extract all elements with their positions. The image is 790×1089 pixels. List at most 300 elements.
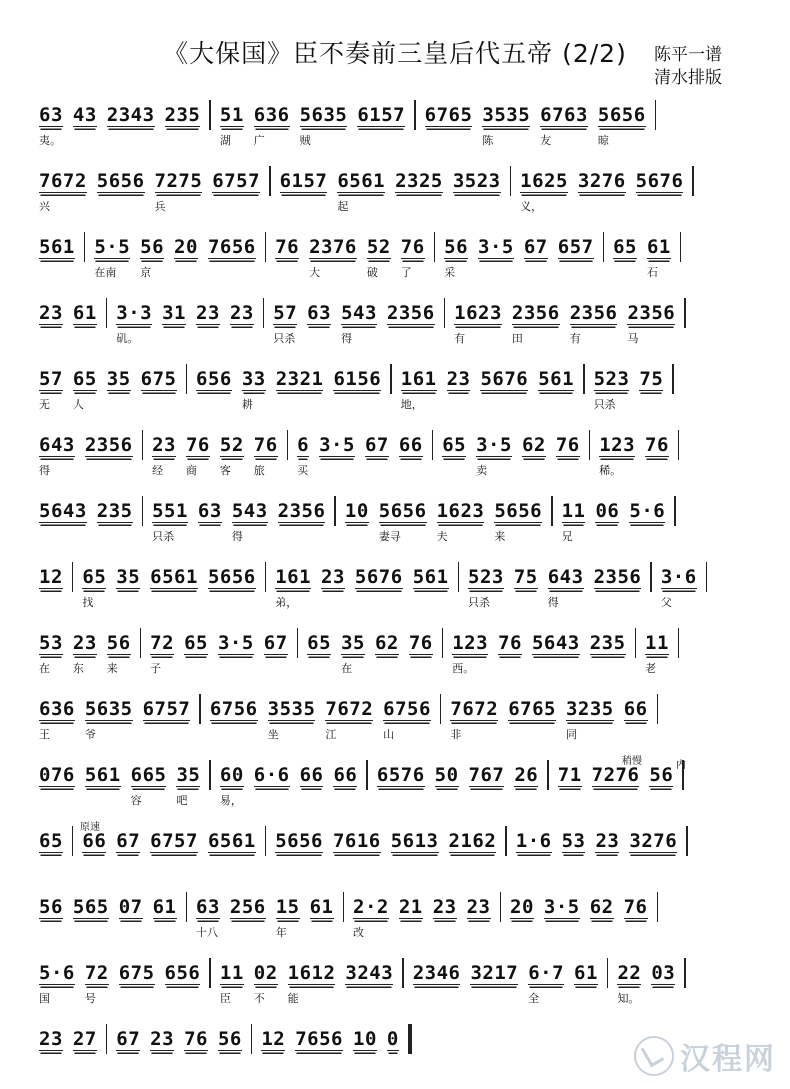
note-group	[39, 228, 75, 259]
note-group	[276, 360, 324, 391]
barline	[263, 298, 265, 328]
note-digits: 65	[307, 632, 332, 654]
lyric: 经	[152, 464, 164, 477]
lyric: 有	[454, 332, 466, 345]
note-digits: 2162	[448, 830, 497, 852]
note-group	[39, 96, 63, 147]
note-group	[355, 558, 403, 589]
note-group	[176, 756, 201, 807]
lyric: 子	[150, 662, 162, 675]
lyric: 卖	[476, 464, 488, 477]
note-group	[645, 624, 669, 675]
note-digits: 61	[152, 896, 177, 918]
note-group	[593, 360, 630, 411]
lyric: 只杀	[273, 332, 296, 345]
note-digits: 03	[651, 962, 676, 984]
note-group	[353, 1020, 377, 1051]
note-digits: 51	[219, 104, 244, 126]
note-digits: 5676	[635, 170, 684, 192]
lyric: 十八	[196, 926, 218, 939]
note-digits: 6763	[540, 104, 588, 126]
note-group	[39, 954, 75, 1005]
note-digits: 3·5	[478, 236, 514, 258]
measure	[437, 426, 585, 477]
barline	[442, 628, 444, 658]
note-group	[184, 624, 208, 655]
note-digits: 35	[116, 566, 141, 588]
note-digits: 35	[106, 368, 131, 390]
lyric: 贼	[299, 134, 311, 147]
lyric: 同	[565, 728, 577, 741]
barline	[72, 826, 74, 856]
measure	[511, 822, 682, 853]
barline	[142, 430, 144, 460]
note-group	[165, 954, 201, 985]
note-group	[520, 162, 568, 213]
measure	[34, 558, 68, 589]
note-group	[73, 888, 109, 919]
lyric: 了	[400, 266, 412, 279]
note-digits: 7672	[39, 170, 87, 192]
measure	[34, 954, 205, 1005]
note-digits: 76	[498, 632, 522, 654]
note-digits: 67	[116, 1028, 141, 1050]
note-digits: 656	[164, 962, 201, 984]
note-group	[253, 96, 290, 147]
note-group	[309, 228, 357, 279]
measure	[589, 360, 669, 411]
note-digits: 5·6	[39, 962, 75, 984]
note-digits: 57	[39, 368, 63, 390]
note-group	[436, 492, 485, 543]
measure	[34, 492, 138, 523]
note-group	[413, 954, 461, 985]
typesetter-credit: 清水排版	[654, 68, 722, 88]
measure	[445, 690, 652, 741]
measure	[270, 558, 453, 609]
barline	[251, 1024, 253, 1054]
note-digits: 6561	[207, 830, 256, 852]
note-group	[154, 162, 203, 213]
note-group	[558, 756, 582, 787]
note-group	[645, 426, 669, 457]
barline	[603, 232, 605, 262]
note-digits: 636	[253, 104, 290, 126]
lyric: 矶。	[116, 332, 139, 345]
note-group	[261, 1020, 285, 1051]
note-digits: 23	[150, 1028, 175, 1050]
note-group	[333, 360, 381, 391]
note-digits: 15	[275, 896, 300, 918]
note-digits: 76	[623, 896, 648, 918]
note-digits: 57	[273, 302, 298, 324]
barline	[106, 1024, 108, 1054]
note-group	[219, 96, 244, 147]
note-digits: 66	[623, 698, 648, 720]
note-digits: 6157	[279, 170, 328, 192]
lyric: 采	[444, 266, 456, 279]
note-digits: 5613	[390, 830, 439, 852]
arranger-credit: 陈平一谱	[654, 45, 722, 65]
note-group	[231, 492, 268, 543]
measure	[515, 162, 688, 213]
note-digits: 551	[152, 500, 188, 522]
lyric: 稀。	[599, 464, 622, 477]
score-line	[34, 96, 754, 156]
lyric: 全	[528, 992, 540, 1005]
measure	[447, 624, 630, 675]
note-digits: 56	[444, 236, 469, 258]
barline	[265, 232, 267, 262]
barline	[674, 496, 676, 526]
note-digits: 767	[468, 764, 505, 786]
note-digits: 6756	[209, 698, 258, 720]
note-digits: 561	[538, 368, 575, 390]
note-group	[150, 822, 198, 853]
note-digits: 76	[400, 236, 425, 258]
note-group	[660, 558, 697, 609]
measure	[268, 294, 439, 345]
note-group	[273, 294, 298, 345]
note-digits: 3·3	[116, 302, 153, 324]
lyric: 国	[39, 992, 50, 1005]
note-group	[629, 492, 665, 523]
lyric: 耕	[241, 398, 253, 411]
measure	[640, 624, 674, 675]
measure	[34, 360, 182, 411]
note-digits: 76	[555, 434, 580, 456]
note-group	[218, 624, 254, 655]
measure	[191, 888, 339, 939]
note-digits: 2343	[106, 104, 155, 126]
barline	[551, 496, 553, 526]
lyric: 得	[547, 596, 559, 609]
note-digits: 3535	[482, 104, 531, 126]
lyric: 吧	[176, 794, 188, 807]
note-digits: 72	[84, 962, 109, 984]
measure	[594, 426, 674, 477]
note-group	[522, 426, 546, 457]
barline	[706, 562, 708, 592]
note-group	[280, 162, 328, 193]
note-digits: 23	[39, 1028, 63, 1050]
note-group	[39, 888, 63, 919]
lyric: 商	[185, 464, 197, 477]
note-group	[196, 294, 220, 325]
note-digits: 2325	[395, 170, 443, 192]
barline	[657, 694, 659, 724]
note-group	[84, 690, 133, 741]
note-digits: 5676	[354, 566, 403, 588]
note-digits: 3535	[267, 698, 316, 720]
lyric: 人	[72, 398, 84, 411]
lyric: 京	[140, 266, 152, 279]
note-group	[241, 360, 266, 411]
barline	[432, 430, 434, 460]
note-digits: 5·6	[629, 500, 666, 522]
lyric: 臣	[219, 992, 231, 1005]
note-digits: 6156	[333, 368, 382, 390]
watermark	[606, 1031, 776, 1081]
note-digits: 675	[140, 368, 177, 390]
barline	[106, 298, 108, 328]
measure	[111, 1020, 247, 1051]
note-group	[387, 1020, 399, 1051]
barline	[84, 232, 86, 262]
note-group	[590, 624, 626, 655]
note-group	[300, 756, 324, 787]
note-group	[547, 558, 584, 609]
note-group	[143, 690, 191, 721]
barline	[505, 826, 507, 856]
note-group	[107, 360, 131, 391]
note-group	[162, 294, 186, 325]
barline	[583, 364, 585, 394]
barline	[287, 430, 289, 460]
note-group	[73, 1020, 97, 1051]
note-group	[254, 756, 290, 787]
note-group	[106, 624, 131, 675]
note-group	[578, 162, 626, 193]
barline	[209, 760, 211, 790]
note-group	[165, 96, 201, 127]
note-group	[310, 888, 334, 919]
note-group	[540, 96, 588, 147]
lyric: 爷	[84, 728, 96, 741]
barline	[209, 100, 211, 130]
note-group	[119, 888, 143, 919]
measure	[215, 96, 410, 147]
lyric: 田	[511, 332, 523, 345]
measure	[34, 162, 265, 213]
note-group	[230, 294, 254, 325]
credit-block	[654, 44, 722, 90]
note-group	[219, 756, 244, 807]
note-group	[345, 492, 369, 523]
barline	[297, 628, 299, 658]
barline	[390, 364, 392, 394]
measure	[420, 96, 651, 147]
note-digits: 1612	[287, 962, 336, 984]
note-group	[253, 426, 278, 477]
note-digits: 235	[96, 500, 133, 522]
note-group	[528, 954, 565, 1005]
note-group	[629, 822, 677, 853]
note-group	[39, 690, 75, 741]
note-digits: 7276	[591, 764, 640, 786]
note-group	[595, 822, 619, 853]
measure	[145, 624, 293, 675]
note-group	[561, 492, 586, 543]
note-digits: 20	[510, 896, 534, 918]
barline	[692, 166, 694, 196]
note-group	[39, 426, 75, 477]
note-digits: 076	[39, 764, 75, 786]
note-group	[624, 690, 648, 721]
lyric: 得	[341, 332, 353, 345]
note-group	[141, 360, 177, 391]
note-digits: 3·5	[476, 434, 512, 456]
note-group	[399, 426, 423, 457]
score-line	[34, 228, 754, 288]
note-digits: 62	[521, 434, 546, 456]
lyric: 东	[72, 662, 84, 675]
note-group	[275, 228, 299, 259]
barline	[334, 496, 336, 526]
lyric: 妻寻	[378, 530, 401, 543]
lyric: 地，	[400, 398, 423, 411]
measure	[34, 228, 80, 259]
note-group	[469, 756, 505, 787]
measure	[340, 492, 547, 543]
note-digits: 56	[106, 632, 131, 654]
score-line	[34, 360, 754, 420]
note-group	[636, 162, 684, 193]
note-group	[617, 954, 642, 1005]
note-group	[449, 822, 497, 853]
measure	[372, 756, 543, 787]
note-group	[409, 624, 433, 655]
measure	[215, 954, 398, 1005]
note-digits: 656	[196, 368, 232, 390]
note-digits: 1623	[436, 500, 485, 522]
note-group	[569, 294, 618, 345]
note-group	[208, 822, 256, 853]
lyric: 找	[82, 596, 94, 609]
note-group	[319, 426, 355, 457]
note-group	[152, 492, 188, 543]
note-digits: 643	[39, 434, 75, 456]
note-group	[556, 426, 580, 457]
measure	[89, 228, 260, 279]
note-group	[184, 1020, 208, 1051]
final-barline	[408, 1024, 412, 1054]
score-line	[34, 426, 754, 486]
note-digits: 65	[613, 236, 637, 258]
note-digits: 1623	[454, 302, 502, 324]
note-group	[150, 558, 198, 589]
measure	[34, 426, 138, 477]
measure	[656, 558, 702, 609]
barline	[402, 958, 404, 988]
lyric: 非	[450, 728, 462, 741]
score-line	[34, 558, 754, 618]
measure	[348, 888, 496, 939]
note-group	[39, 162, 87, 213]
note-digits: 2356	[84, 434, 133, 456]
lyric: 无	[39, 398, 50, 411]
measure	[34, 1020, 102, 1051]
note-digits: 66	[333, 764, 358, 786]
note-digits: 63	[197, 500, 222, 522]
note-digits: 7656	[295, 1028, 343, 1050]
score-line	[34, 888, 754, 948]
note-group	[275, 558, 312, 609]
measure	[505, 888, 653, 919]
score-line	[34, 822, 754, 882]
measure	[612, 954, 680, 1005]
note-group	[150, 1020, 174, 1051]
note-digits: 23	[595, 830, 620, 852]
note-group	[212, 162, 260, 193]
lyric: 陈	[482, 134, 494, 147]
note-group	[452, 624, 489, 675]
note-group	[39, 822, 63, 853]
note-digits: 11	[561, 500, 586, 522]
note-digits: 2321	[275, 368, 324, 390]
lyric: 容	[130, 794, 142, 807]
note-group	[39, 756, 75, 787]
watermark-logo-icon	[634, 1036, 674, 1076]
note-digits: 61	[646, 236, 671, 258]
note-group	[337, 162, 386, 213]
note-group	[297, 426, 310, 477]
note-digits: 5635	[84, 698, 133, 720]
annotation-inner: 内	[676, 760, 686, 771]
measure	[270, 228, 429, 279]
note-group	[140, 228, 165, 279]
note-digits: 76	[185, 434, 210, 456]
note-digits: 3243	[345, 962, 394, 984]
note-digits: 161	[400, 368, 437, 390]
note-group	[130, 756, 167, 807]
note-digits: 161	[275, 566, 312, 588]
note-group	[341, 624, 365, 675]
note-digits: 53	[561, 830, 586, 852]
score-line	[34, 690, 754, 750]
measure	[256, 1020, 404, 1051]
note-group	[82, 558, 107, 609]
note-group	[594, 558, 642, 589]
measure	[147, 492, 330, 543]
note-group	[230, 888, 266, 919]
measure	[34, 690, 195, 741]
barline	[672, 364, 674, 394]
lyric: 在南	[94, 266, 117, 279]
lyric: 兄	[561, 530, 573, 543]
note-digits: 66	[398, 434, 423, 456]
note-group	[468, 558, 504, 609]
note-group	[73, 96, 97, 127]
note-digits: 6	[297, 434, 310, 456]
measure	[463, 558, 646, 609]
note-digits: 43	[72, 104, 97, 126]
note-group	[39, 624, 63, 675]
note-group	[444, 228, 469, 279]
barline	[72, 562, 74, 592]
note-digits: 62	[374, 632, 399, 654]
note-digits: 235	[589, 632, 626, 654]
note-group	[365, 426, 389, 457]
note-digits: 5656	[207, 566, 256, 588]
note-group	[219, 426, 244, 477]
note-group	[325, 690, 374, 741]
lyric: 只杀	[468, 596, 491, 609]
note-digits: 3235	[565, 698, 614, 720]
note-digits: 6765	[508, 698, 556, 720]
note-digits: 56	[39, 896, 63, 918]
note-group	[94, 228, 131, 279]
lyric: 有	[569, 332, 581, 345]
lyric: 破	[366, 266, 378, 279]
note-digits: 123	[452, 632, 489, 654]
note-digits: 27	[72, 1028, 97, 1050]
score-line	[34, 294, 754, 354]
note-digits: 75	[639, 368, 664, 390]
note-group	[454, 294, 502, 345]
measure	[608, 228, 676, 279]
note-group	[116, 822, 140, 853]
